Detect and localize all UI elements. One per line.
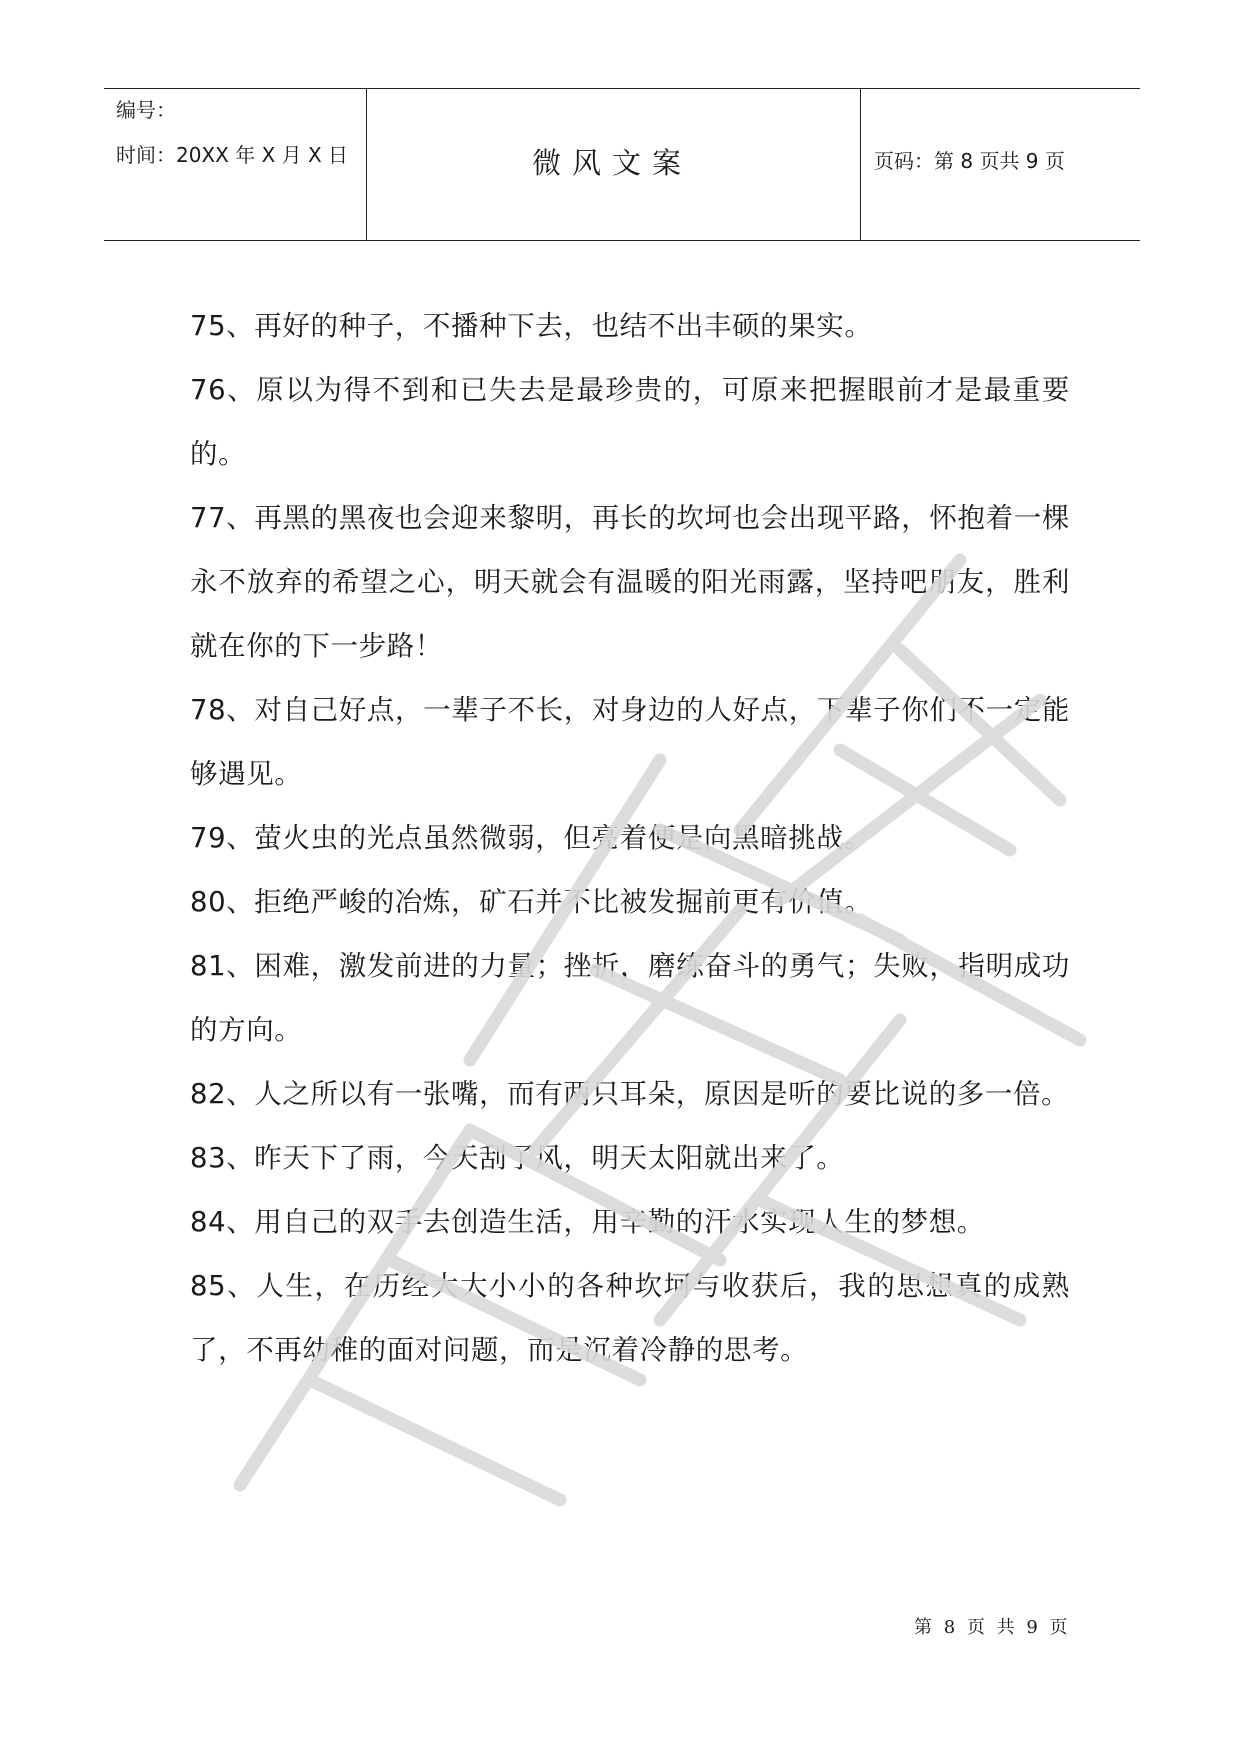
document-number-label: 编号： — [116, 98, 176, 122]
list-item: 78、对自己好点，一辈子不长，对身边的人好点，下辈子你们不一定能够遇见。 — [190, 694, 1070, 790]
document-date-label: 时间：20XX 年 X 月 X 日 — [116, 143, 349, 167]
header-divider — [366, 89, 367, 240]
header-page-label: 页码：第 8 页共 9 页 — [874, 149, 1065, 173]
list-item: 75、再好的种子，不播种下去，也结不出丰硕的果实。 — [190, 310, 873, 342]
document-title: 微风文案 — [532, 146, 693, 180]
list-item: 83、昨天下了雨，今天刮了风，明天太阳就出来了。 — [190, 1142, 845, 1174]
list-item: 77、再黑的黑夜也会迎来黎明，再长的坎坷也会出现平路，怀抱着一棵永不放弃的希望之心，明天就会有温暖的阳光雨露，坚持吧朋友，胜利就在你的下一步路！ — [190, 502, 1070, 662]
list-item: 82、人之所以有一张嘴，而有两只耳朵，原因是听的要比说的多一倍。 — [190, 1078, 1070, 1110]
list-item: 79、萤火虫的光点虽然微弱，但亮着便是向黑暗挑战。 — [190, 822, 873, 854]
list-item: 85、人生，在历经大大小小的各种坎坷与收获后，我的思想真的成熟了，不再幼稚的面对问题，而是沉着冷静的思考。 — [190, 1270, 1070, 1366]
quote-list — [190, 294, 1070, 1382]
list-item: 84、用自己的双手去创造生活，用辛勤的汗水实现人生的梦想。 — [190, 1206, 985, 1238]
list-item: 81、困难，激发前进的力量；挫折，磨练奋斗的勇气；失败，指明成功的方向。 — [190, 950, 1070, 1046]
page-footer: 第 8 页 共 9 页 — [914, 1617, 1071, 1638]
header-divider — [860, 89, 861, 240]
list-item: 80、拒绝严峻的冶炼，矿石并不比被发掘前更有价值。 — [190, 886, 873, 918]
list-item: 76、原以为得不到和已失去是最珍贵的，可原来把握眼前才是最重要的。 — [190, 374, 1070, 470]
document-header — [104, 88, 1140, 241]
